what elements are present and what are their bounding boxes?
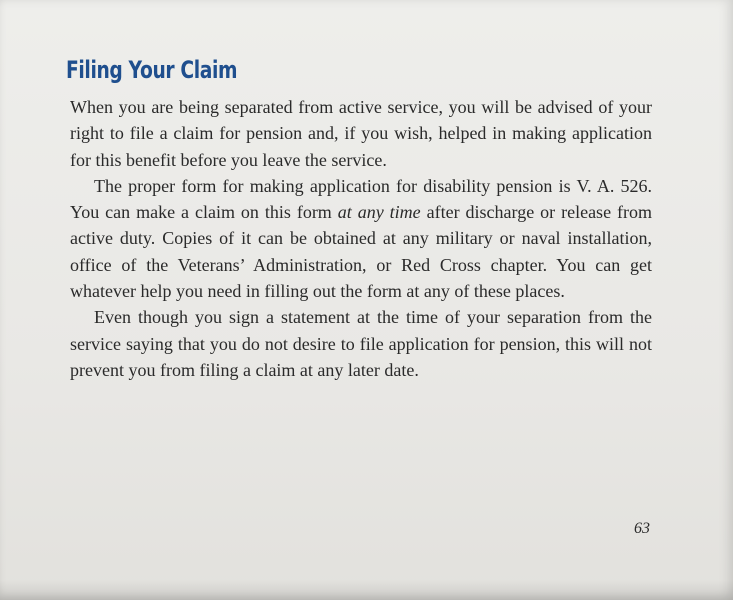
body-text [70,94,652,383]
paragraph-2 [70,173,652,304]
paragraph-3: Even though you sign a statement at the time of your separation from the service saying that you do not desire to file application for pension, this will not prevent you from filing a claim at any later date. [70,307,652,380]
paragraph-2-text-start: The proper form for making application for disability pension is V. A. 526. You can make a claim on this form [70,175,652,223]
page-number: 63 [634,520,650,537]
paragraph-2-emphasis: at any time [337,202,421,223]
paragraph-2-text-end: after discharge or release from active duty. Copies of it can be obtained at any military or naval installation, office of the Veterans’ Administration, or Red Cross chapter. You can get whatever help you need in filling out the form at any of these places. [70,202,652,302]
section-heading: Filing Your Claim [66,56,238,84]
paragraph-1: When you are being separated from active service, you will be advised of your right to file a claim for pension and, if you wish, helped in making application for this benefit before you leave the service. [70,97,652,170]
page-bottom-edge [0,580,733,600]
